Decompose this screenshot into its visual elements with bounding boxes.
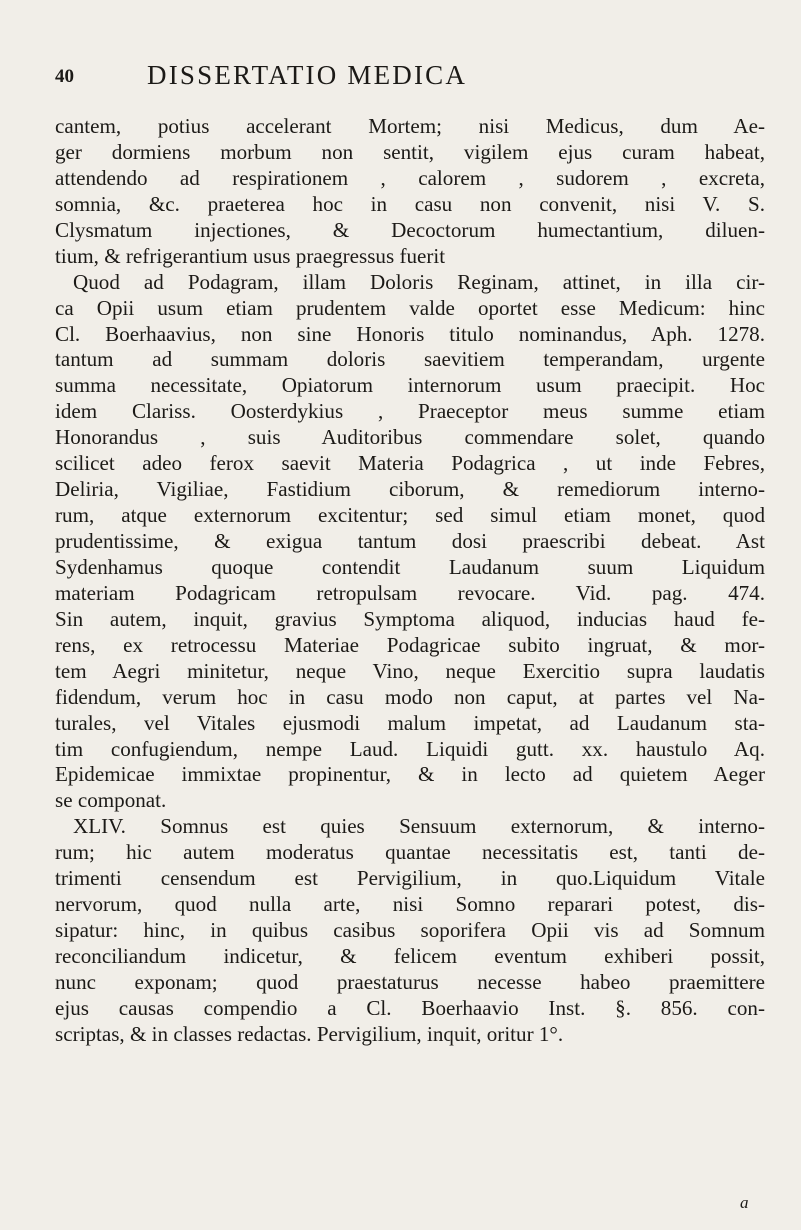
- text-line: Quod ad Podagram, illam Doloris Reginam, attinet, in illa cir-: [73, 269, 765, 294]
- text-line: rum, atque externorum excitentur; sed simul etiam monet, quod: [55, 503, 765, 528]
- text-line: XLIV. Somnus est quies Sensuum externorum, & interno-: [73, 814, 765, 839]
- body-text: [55, 114, 765, 1048]
- text-line: turales, vel Vitales ejusmodi malum impetat, ad Laudanum sta-: [55, 710, 765, 735]
- text-line: ca Opii usum etiam prudentem valde oportet esse Medicum: hinc: [55, 295, 765, 320]
- page-number: 40: [55, 66, 74, 87]
- text-line: Sydenhamus quoque contendit Laudanum suum Liquidum: [55, 554, 765, 579]
- text-line: tem Aegri minitetur, neque Vino, neque Exercitio supra laudatis: [55, 658, 765, 683]
- text-line: tium, & refrigerantium usus praegressus fuerit: [55, 243, 446, 268]
- text-line: fidendum, verum hoc in casu modo non caput, at partes vel Na-: [55, 684, 765, 709]
- catchword: a: [740, 1193, 749, 1212]
- text-line: tim confugiendum, nempe Laud. Liquidi gutt. xx. haustulo Aq.: [55, 736, 765, 761]
- text-line: rens, ex retrocessu Materiae Podagricae subito ingruat, & mor-: [55, 632, 765, 657]
- text-line: nunc exponam; quod praestaturus necesse habeo praemittere: [55, 969, 765, 994]
- text-line: se componat.: [55, 788, 167, 813]
- text-line: reconciliandum indicetur, & felicem eventum exhiberi possit,: [55, 944, 765, 968]
- text-line: idem Clariss. Oosterdykius , Praeceptor meus summe etiam: [55, 399, 765, 424]
- text-line: summa necessitate, Opiatorum internorum usum praecipit. Hoc: [55, 373, 765, 398]
- text-line: scilicet adeo ferox saevit Materia Podagrica , ut inde Febres,: [55, 451, 765, 476]
- text-line: scriptas, & in classes redactas. Pervigilium, inquit, oritur 1°.: [55, 1021, 564, 1046]
- text-line: cantem, potius accelerant Mortem; nisi Medicus, dum Ae-: [55, 114, 765, 138]
- text-line: rum; hic autem moderatus quantae necessitatis est, tanti de-: [55, 840, 765, 865]
- text-line: trimenti censendum est Pervigilium, in quo.Liquidum Vitale: [55, 866, 765, 891]
- text-line: ejus causas compendio a Cl. Boerhaavio Inst. §. 856. con-: [55, 995, 765, 1020]
- text-line: Clysmatum injectiones, & Decoctorum humectantium, diluen-: [55, 217, 765, 242]
- text-line: somnia, &c. praeterea hoc in casu non convenit, nisi V. S.: [55, 191, 765, 216]
- text-line: prudentissime, & exigua tantum dosi praescribi debeat. Ast: [55, 529, 765, 553]
- text-line: materiam Podagricam retropulsam revocare. Vid. pag. 474.: [55, 580, 765, 605]
- text-line: sipatur: hinc, in quibus casibus soporifera Opii vis ad Somnum: [55, 918, 765, 943]
- text-line: nervorum, quod nulla arte, nisi Somno reparari potest, dis-: [55, 892, 765, 917]
- text-line: Epidemicae immixtae propinentur, & in lecto ad quietem Aeger: [55, 762, 765, 787]
- text-line: tantum ad summam doloris saevitiem temperandam, urgente: [55, 347, 765, 372]
- page-header: [55, 58, 755, 98]
- text-line: Honorandus , suis Auditoribus commendare solet, quando: [55, 425, 765, 450]
- text-line: attendendo ad respirationem , calorem , sudorem , excreta,: [55, 165, 765, 190]
- running-title: DISSERTATIO MEDICA: [147, 60, 468, 90]
- text-line: Deliria, Vigiliae, Fastidium ciborum, & remediorum interno-: [55, 477, 765, 502]
- text-line: ger dormiens morbum non sentit, vigilem ejus curam habeat,: [55, 139, 765, 164]
- text-line: Cl. Boerhaavius, non sine Honoris titulo nominandus, Aph. 1278.: [55, 321, 765, 346]
- text-line: Sin autem, inquit, gravius Symptoma aliquod, inducias haud fe-: [55, 606, 765, 631]
